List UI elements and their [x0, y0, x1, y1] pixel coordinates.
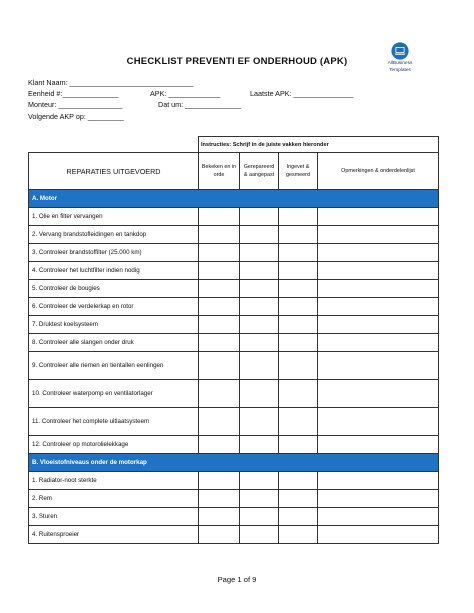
- item-label: 2. Rem: [29, 490, 199, 508]
- laptop-logo-icon: [391, 42, 409, 60]
- check-gerepareerd-cell[interactable]: [240, 298, 279, 316]
- check-bekeken-cell[interactable]: [199, 280, 240, 298]
- table-row: [29, 472, 439, 490]
- check-gerepareerd-cell[interactable]: [240, 208, 279, 226]
- check-gerepareerd-cell[interactable]: [240, 472, 279, 490]
- check-bekeken-cell[interactable]: [199, 226, 240, 244]
- check-ingevet-cell[interactable]: [279, 280, 318, 298]
- remarks-cell[interactable]: [318, 472, 439, 490]
- table-row: [29, 262, 439, 280]
- table-row: [29, 436, 439, 454]
- field-monteur[interactable]: Monteur: ________________: [28, 100, 123, 110]
- check-gerepareerd-cell[interactable]: [240, 526, 279, 544]
- check-gerepareerd-cell[interactable]: [240, 244, 279, 262]
- field-apk[interactable]: APK: _____________: [150, 89, 221, 99]
- item-label: 4. Controleer het luchtfilter indien nodig: [29, 262, 199, 280]
- remarks-cell[interactable]: [318, 380, 439, 408]
- check-gerepareerd-cell[interactable]: [240, 408, 279, 436]
- remarks-cell[interactable]: [318, 490, 439, 508]
- page-title: CHECKLIST PREVENTI EF ONDERHOUD (APK): [126, 56, 348, 67]
- table-row: [29, 508, 439, 526]
- field-datum[interactable]: Dat um: ______________: [158, 100, 242, 110]
- check-ingevet-cell[interactable]: [279, 244, 318, 262]
- remarks-cell[interactable]: [318, 280, 439, 298]
- remarks-cell[interactable]: [318, 208, 439, 226]
- header-opmerkingen: Opmerkingen & onderdelenlijst: [318, 153, 439, 190]
- brand-logo: [378, 42, 422, 74]
- table-row: [29, 408, 439, 436]
- check-bekeken-cell[interactable]: [199, 380, 240, 408]
- remarks-cell[interactable]: [318, 508, 439, 526]
- check-bekeken-cell[interactable]: [199, 334, 240, 352]
- item-label: 3. Sturen: [29, 508, 199, 526]
- check-ingevet-cell[interactable]: [279, 472, 318, 490]
- table-row: [29, 526, 439, 544]
- item-label: 1. Olie en filter vervangen: [29, 208, 199, 226]
- check-gerepareerd-cell[interactable]: [240, 262, 279, 280]
- field-eenheid[interactable]: Eenheid #:______________: [28, 89, 119, 99]
- check-ingevet-cell[interactable]: [279, 508, 318, 526]
- check-ingevet-cell[interactable]: [279, 208, 318, 226]
- table-row: [29, 244, 439, 262]
- check-gerepareerd-cell[interactable]: [240, 436, 279, 454]
- check-gerepareerd-cell[interactable]: [240, 352, 279, 380]
- remarks-cell[interactable]: [318, 334, 439, 352]
- check-bekeken-cell[interactable]: [199, 526, 240, 544]
- section-row: [29, 454, 439, 472]
- check-bekeken-cell[interactable]: [199, 316, 240, 334]
- check-ingevet-cell[interactable]: [279, 408, 318, 436]
- check-ingevet-cell[interactable]: [279, 490, 318, 508]
- item-label: 1. Radiator-noot sterkte: [29, 472, 199, 490]
- check-bekeken-cell[interactable]: [199, 472, 240, 490]
- check-bekeken-cell[interactable]: [199, 408, 240, 436]
- check-gerepareerd-cell[interactable]: [240, 316, 279, 334]
- check-gerepareerd-cell[interactable]: [240, 334, 279, 352]
- item-label: 9. Controleer alle riemen en tientallen eenlingen: [29, 352, 199, 380]
- header-reparaties: REPARATIES UITGEVOERD: [29, 153, 199, 190]
- check-bekeken-cell[interactable]: [199, 262, 240, 280]
- header-bekeken: Bekeken en in orde: [199, 153, 240, 190]
- check-ingevet-cell[interactable]: [279, 526, 318, 544]
- section-label: B. Vloeistofniveaus onder de motorkap: [29, 454, 439, 472]
- check-bekeken-cell[interactable]: [199, 436, 240, 454]
- checklist-table: [28, 136, 439, 544]
- item-label: 6. Controleer de verdelerkap en rotor: [29, 298, 199, 316]
- item-label: 12. Controleer op motorolielekkage: [29, 436, 199, 454]
- logo-text-line2: Templates: [389, 68, 411, 73]
- item-label: 3. Controleer brandstoffilter (25.000 km): [29, 244, 199, 262]
- logo-text-line1: AllBusiness: [387, 61, 413, 66]
- item-label: 8. Controleer alle slangen onder druk: [29, 334, 199, 352]
- remarks-cell[interactable]: [318, 298, 439, 316]
- check-bekeken-cell[interactable]: [199, 298, 240, 316]
- check-ingevet-cell[interactable]: [279, 352, 318, 380]
- check-bekeken-cell[interactable]: [199, 244, 240, 262]
- table-row: [29, 208, 439, 226]
- check-bekeken-cell[interactable]: [199, 508, 240, 526]
- remarks-cell[interactable]: [318, 436, 439, 454]
- item-label: 7. Druktest koelsysteem: [29, 316, 199, 334]
- check-gerepareerd-cell[interactable]: [240, 380, 279, 408]
- field-laatste-apk[interactable]: Laatste APK: _______________: [250, 89, 354, 99]
- check-ingevet-cell[interactable]: [279, 298, 318, 316]
- item-label: 11. Controleer het complete uitlaatsysteem: [29, 408, 199, 436]
- table-row: [29, 380, 439, 408]
- table-row: [29, 334, 439, 352]
- section-label: A. Motor: [29, 190, 439, 208]
- check-gerepareerd-cell[interactable]: [240, 226, 279, 244]
- table-row: [29, 490, 439, 508]
- check-ingevet-cell[interactable]: [279, 316, 318, 334]
- remarks-cell[interactable]: [318, 352, 439, 380]
- check-ingevet-cell[interactable]: [279, 226, 318, 244]
- item-label: 4. Ruitensproeier: [29, 526, 199, 544]
- remarks-cell[interactable]: [318, 226, 439, 244]
- remarks-cell[interactable]: [318, 244, 439, 262]
- check-bekeken-cell[interactable]: [199, 208, 240, 226]
- item-label: 10. Controleer waterpomp en ventilatorlager: [29, 380, 199, 408]
- item-label: 5. Controleer de bougies: [29, 280, 199, 298]
- instructions-text: Instructies: Schrijf in de juiste vakken hieronder: [199, 137, 439, 153]
- field-volgende-apk[interactable]: Volgende AKP op: _________: [28, 111, 124, 121]
- table-row: [29, 316, 439, 334]
- check-bekeken-cell[interactable]: [199, 352, 240, 380]
- remarks-cell[interactable]: [318, 262, 439, 280]
- check-gerepareerd-cell[interactable]: [240, 508, 279, 526]
- check-ingevet-cell[interactable]: [279, 436, 318, 454]
- page-number: Page 1 of 9: [217, 575, 257, 584]
- check-ingevet-cell[interactable]: [279, 262, 318, 280]
- header-ingevet: Ingevet & gesmeerd: [279, 153, 318, 190]
- check-bekeken-cell[interactable]: [199, 490, 240, 508]
- table-row: [29, 352, 439, 380]
- header-gerepareerd: Gerepareerd & aangepast: [240, 153, 279, 190]
- table-row: [29, 226, 439, 244]
- check-ingevet-cell[interactable]: [279, 334, 318, 352]
- table-row: [29, 298, 439, 316]
- field-klant-naam[interactable]: Klant Naam: _______________________________: [28, 78, 194, 87]
- remarks-cell[interactable]: [318, 408, 439, 436]
- remarks-cell[interactable]: [318, 316, 439, 334]
- check-ingevet-cell[interactable]: [279, 380, 318, 408]
- item-label: 2. Vervang brandstofleidingen en tankdop: [29, 226, 199, 244]
- table-row: [29, 280, 439, 298]
- blank-corner-cell: [29, 137, 199, 153]
- section-row: [29, 190, 439, 208]
- remarks-cell[interactable]: [318, 526, 439, 544]
- check-gerepareerd-cell[interactable]: [240, 280, 279, 298]
- check-gerepareerd-cell[interactable]: [240, 490, 279, 508]
